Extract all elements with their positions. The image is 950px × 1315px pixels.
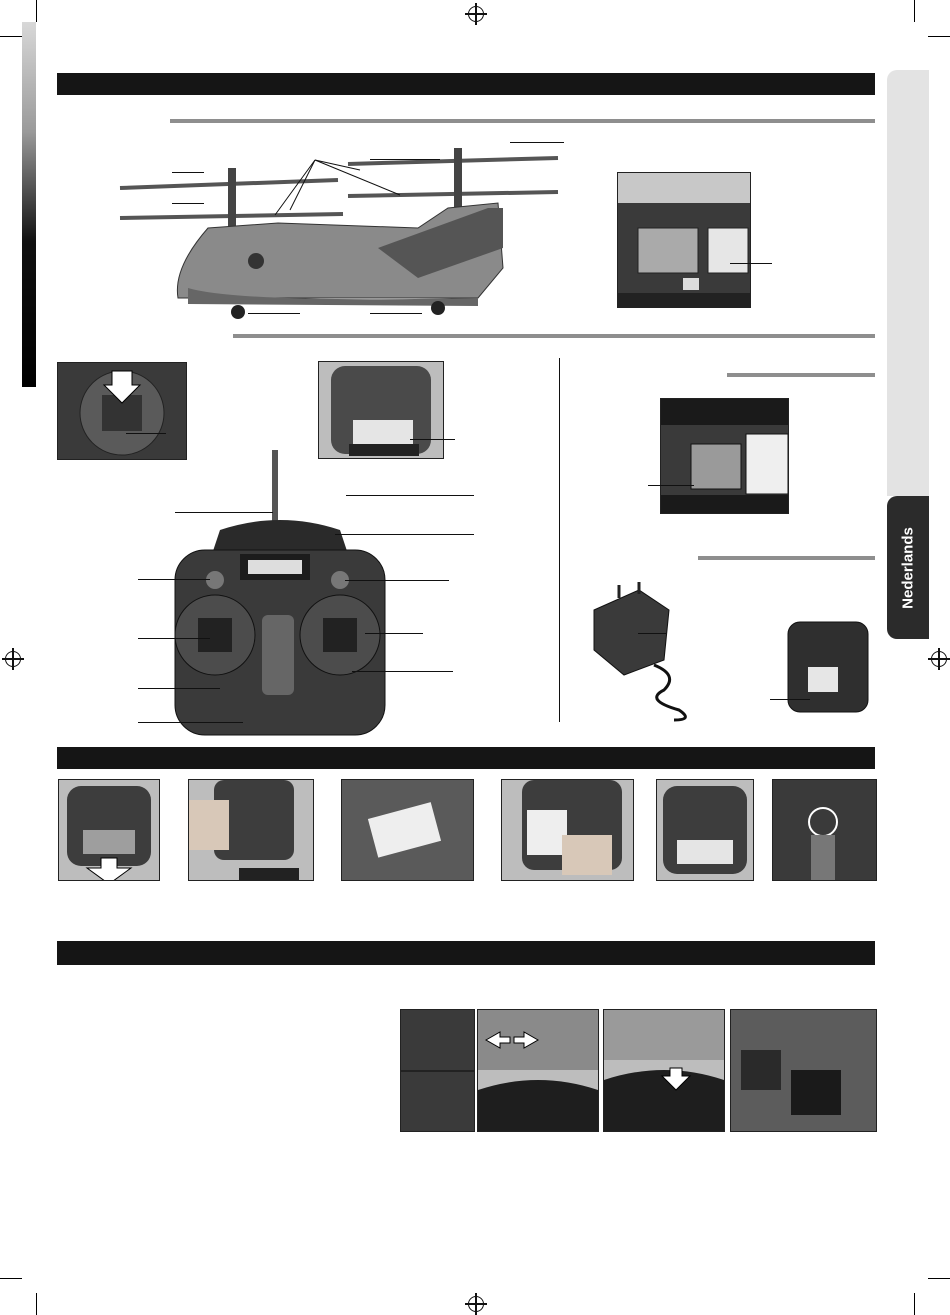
label-leader xyxy=(172,172,204,173)
crop-mark xyxy=(928,1278,950,1279)
remote-controller-photo xyxy=(160,450,400,742)
step-3 xyxy=(341,779,474,881)
language-tab-label: Nederlands xyxy=(899,526,917,609)
label-leader-fan xyxy=(260,150,410,220)
charger-photo xyxy=(778,612,878,727)
section-header-bar xyxy=(57,73,875,95)
battery-connector-photo xyxy=(660,398,789,514)
crop-mark xyxy=(928,36,950,37)
label-leader xyxy=(648,485,694,486)
step-a xyxy=(400,1009,475,1071)
language-tab xyxy=(887,496,929,639)
battery-compartment-photo xyxy=(617,172,751,308)
label-leader xyxy=(138,579,210,580)
subsection-rule xyxy=(233,334,875,338)
subsection-rule xyxy=(727,373,875,377)
subsection-rule xyxy=(698,556,875,560)
label-leader xyxy=(126,433,166,434)
step-d xyxy=(730,1009,877,1132)
section-header-bar xyxy=(57,747,875,769)
label-leader xyxy=(510,142,564,143)
section-header-bar xyxy=(57,941,875,965)
subsection-rule xyxy=(170,119,875,123)
label-leader xyxy=(335,534,474,535)
label-leader xyxy=(172,203,204,204)
label-leader xyxy=(248,313,300,314)
column-divider xyxy=(559,358,560,722)
label-leader xyxy=(138,688,220,689)
label-leader xyxy=(346,495,474,496)
crop-mark xyxy=(914,0,915,22)
label-leader xyxy=(770,699,810,700)
power-adapter-photo xyxy=(584,580,704,725)
label-leader xyxy=(345,580,449,581)
label-leader xyxy=(138,638,210,639)
label-leader xyxy=(638,633,666,634)
label-leader xyxy=(175,512,273,513)
step-2 xyxy=(188,779,314,881)
crop-mark xyxy=(914,1293,915,1315)
label-leader xyxy=(352,671,453,672)
step-4 xyxy=(501,779,634,881)
step-a-2 xyxy=(400,1071,475,1132)
registration-mark-icon xyxy=(468,1296,484,1312)
registration-mark-icon xyxy=(5,651,21,667)
registration-mark-icon xyxy=(468,6,484,22)
step-6 xyxy=(772,779,877,881)
registration-mark-icon xyxy=(931,651,947,667)
step-1 xyxy=(58,779,160,881)
step-c xyxy=(603,1009,725,1132)
crop-mark xyxy=(0,36,22,37)
label-leader xyxy=(365,633,423,634)
side-tab-background xyxy=(887,70,929,496)
crop-mark xyxy=(36,1293,37,1315)
controller-battery-cover-photo xyxy=(318,361,444,459)
label-leader xyxy=(138,722,243,723)
crop-mark xyxy=(0,1278,22,1279)
label-leader xyxy=(370,313,422,314)
crop-mark xyxy=(36,0,37,22)
label-leader xyxy=(730,263,772,264)
color-bar xyxy=(22,22,36,387)
step-b xyxy=(477,1009,599,1132)
step-5 xyxy=(656,779,754,881)
controller-closeup-photo xyxy=(57,362,187,460)
label-leader xyxy=(410,439,455,440)
